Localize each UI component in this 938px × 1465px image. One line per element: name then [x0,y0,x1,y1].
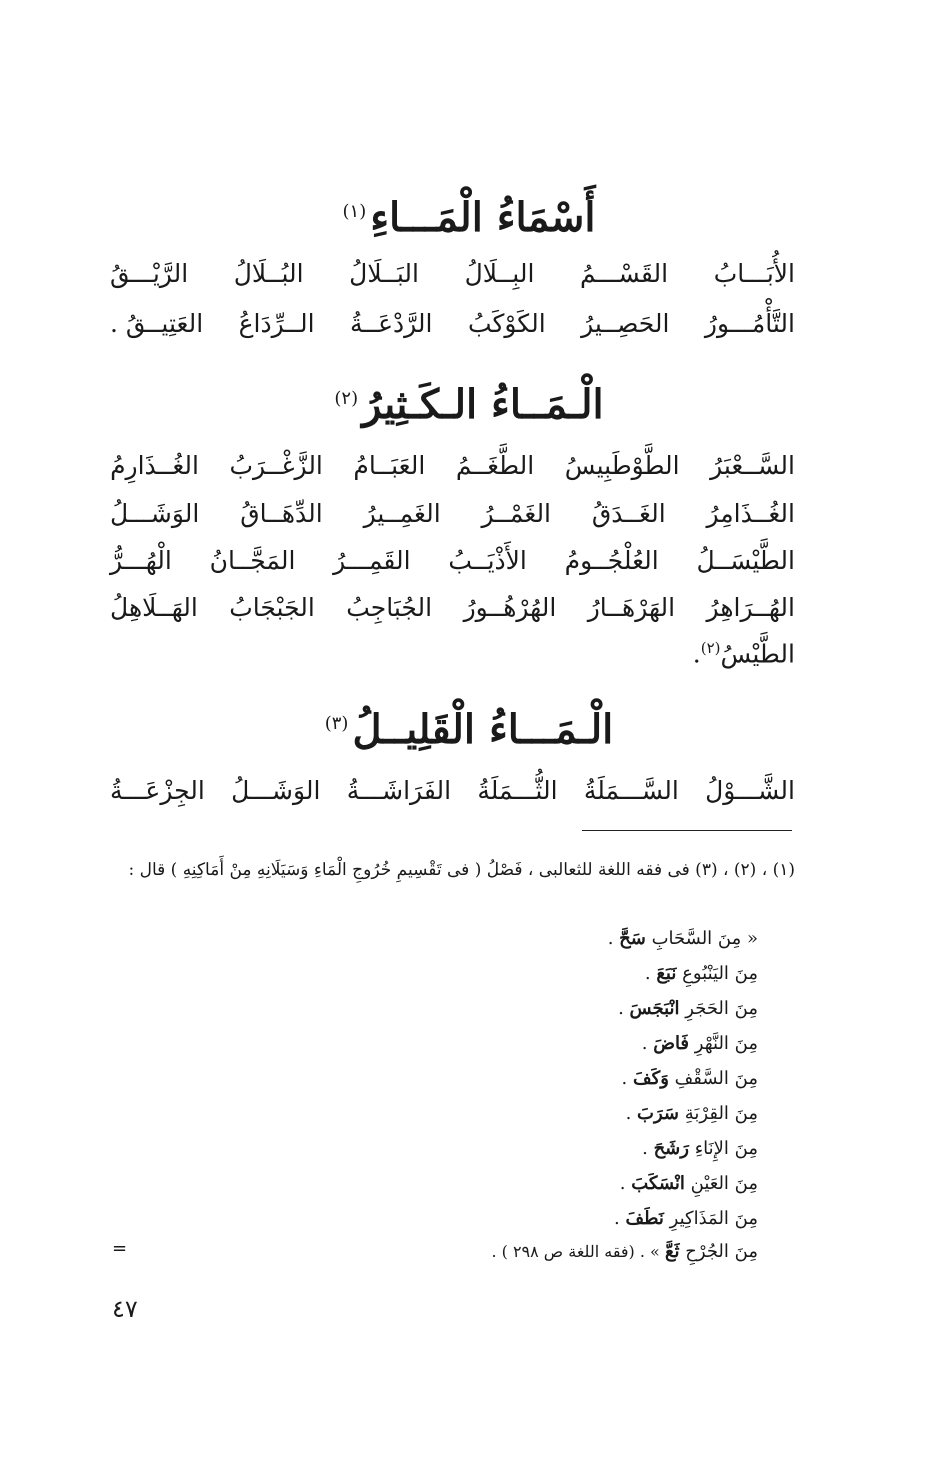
word-row [110,260,795,288]
word: الطَّيْسَــلُ [696,546,795,575]
word: الــرِّدَاعُ [238,309,315,338]
footnote-line-suffix: . [625,1103,638,1124]
footnote-line-prefix: مِنَ اليَنْبُوعِ [682,963,758,984]
footnote-line-suffix: . [619,1173,632,1194]
word: الحَصِــيرُ [581,309,670,338]
footnote-verb: انْسَكَبَ [631,1173,685,1194]
footnote-line-prefix: مِنَ الحَجَرِ [685,998,758,1019]
footnote-line-prefix: مِنَ الجُرْحِ [685,1241,758,1262]
word: الأَذْيَــبُ [448,546,527,575]
word: التَّأْمُـــورُ [704,309,795,338]
word: السَّــعْبَرُ [710,451,795,480]
section-title-much-water [0,381,938,428]
word: القَسْـــمُ [580,259,669,288]
footnote-line-suffix: . [614,1208,626,1229]
page-number: ٤٧ [112,1295,138,1323]
footnote-line [618,1000,758,1018]
footnote-line [491,1243,758,1261]
word-row [110,310,795,338]
section-title-text: الْـمَـــاءُ الْقَلِيــلُ [352,706,614,753]
footnote-line [642,1140,758,1158]
footnote-intro: (١) ، (٢) ، (٣) فى فقه اللغة للثعالبى ، فَصْلُ ( فى تَقْسِيمِ خُرُوجِ الْمَاءِ وَسَيَلَانِهِ مِنْ أَمَاكِنِهِ ) قال : [128,860,795,880]
footnote-line-prefix: مِنَ النَّهْرِ [694,1033,758,1054]
word: الغُــذَارِمُ [110,451,199,480]
footnote-line-prefix: « مِنَ السَّحَابِ [651,928,758,949]
word: الجُبَاجِبُ [346,593,433,622]
word: البَــلَالُ [349,259,419,288]
section-title-water-names [0,194,938,241]
continuation-mark: = [112,1238,128,1259]
footnote-line-suffix: . [607,928,620,949]
word: العَبَــامُ [353,451,426,480]
section-title-text: الْـمَــاءُ الـكَـثِيرُ [362,381,604,428]
footnote-verb: فَاضَ [653,1033,690,1054]
word-row [110,452,795,480]
footnote-line-suffix: . [644,963,657,984]
word: الزَّغْــرَبُ [229,451,323,480]
word: الوَشَـــلُ [231,776,321,805]
word: الدِّهَــاقُ [240,499,323,528]
word: القَمِـــرُ [333,546,411,575]
section-tail-line [110,640,795,668]
footnote-citation: » . (فقه اللغة ص ٢٩٨ ) . [491,1242,665,1261]
word-row [110,594,795,622]
footnote-verb: ثَعَّ [664,1241,680,1262]
word: الهَرْهَــارُ [587,593,676,622]
footnote-ref: (١) [342,200,367,222]
footnote-divider [582,830,792,831]
word: الطَّوْطَبِيسُ [564,451,680,480]
word: الغَــدَقُ [591,499,666,528]
footnote-line [642,1035,758,1053]
word: السَّـــمَلَةُ [583,776,679,805]
section-title-little-water [0,706,938,753]
word: الهُرْهُــورُ [463,593,557,622]
word: الرَّيْـــقُ [110,259,189,288]
word: الكَوْكَبُ [467,309,546,338]
word: البِــلَالُ [464,259,535,288]
word: الجَبْجَابُ [229,593,315,622]
word-row [110,500,795,528]
footnote-line-suffix: . [641,1033,654,1054]
word: الوَشَـــلُ [110,499,200,528]
word-row [110,547,795,575]
footnote-verb: سَرَبَ [637,1103,680,1124]
footnote-line [622,1070,758,1088]
word: الغَمِــيرُ [363,499,441,528]
word: الأُبَـــابُ [713,259,795,288]
footnote-line-prefix: مِنَ السَّقْفِ [674,1068,758,1089]
word: الثُّـــمَلَةُ [477,776,558,805]
footnote-line-prefix: مِنَ العَيْنِ [690,1173,758,1194]
footnote-ref: (٢) [334,387,359,409]
word: الطَّغَــمُ [455,451,535,480]
word: العُلْجُــومُ [564,546,659,575]
footnote-line [645,965,758,983]
word: الْهُـــرُّ [110,546,172,575]
footnote-verb: سَحَّ [619,928,646,949]
footnote-line-prefix: مِنَ الإِنَاءِ [694,1138,758,1159]
footnote-verb: نَطَفَ [625,1208,664,1229]
word: الهَــلَاهِلُ [110,593,198,622]
footnote-line-prefix: مِنَ القِرْبَةِ [684,1103,758,1124]
footnote-line [620,1175,758,1193]
word: الجِزْعَـــةُ [110,776,205,805]
footnote-line-suffix: . [621,1068,633,1089]
word-row [110,777,795,805]
section-title-text: أَسْمَاءُ الْمَـــاءِ [370,194,596,241]
word: الغُــذَامِرُ [706,499,795,528]
word: الفَرَاشَـــةُ [346,776,452,805]
footnote-line [626,1105,758,1123]
word: البُــلَالُ [233,259,304,288]
footnote-line-suffix: . [618,998,630,1019]
footnote-verb: انْبَجَسَ [629,998,680,1019]
footnote-line-prefix: مِنَ المَذَاكِيرِ [669,1208,758,1229]
footnote-line [614,1210,758,1228]
footnote-verb: رَشَحَ [653,1138,689,1159]
word: الهُــرَاهِرُ [706,593,795,622]
footnote-ref: (٢) [700,639,721,657]
footnote-verb: وَكَفَ [633,1068,669,1089]
footnote-line-suffix: . [642,1138,654,1159]
footnote-line [608,930,758,948]
word: المَجَّــانُ [209,546,296,575]
full-stop: . [692,639,701,669]
footnote-ref: (٣) [324,712,349,734]
word: العَتِيــقُ . [110,309,204,338]
word: الشَّـــوْلُ [705,776,795,805]
word: الرَّدْعَــةُ [350,309,433,338]
footnote-verb: نَبَعَ [656,963,677,984]
word: الغَمْــرُ [481,499,552,528]
word: الطَّيْسُ [720,639,795,669]
